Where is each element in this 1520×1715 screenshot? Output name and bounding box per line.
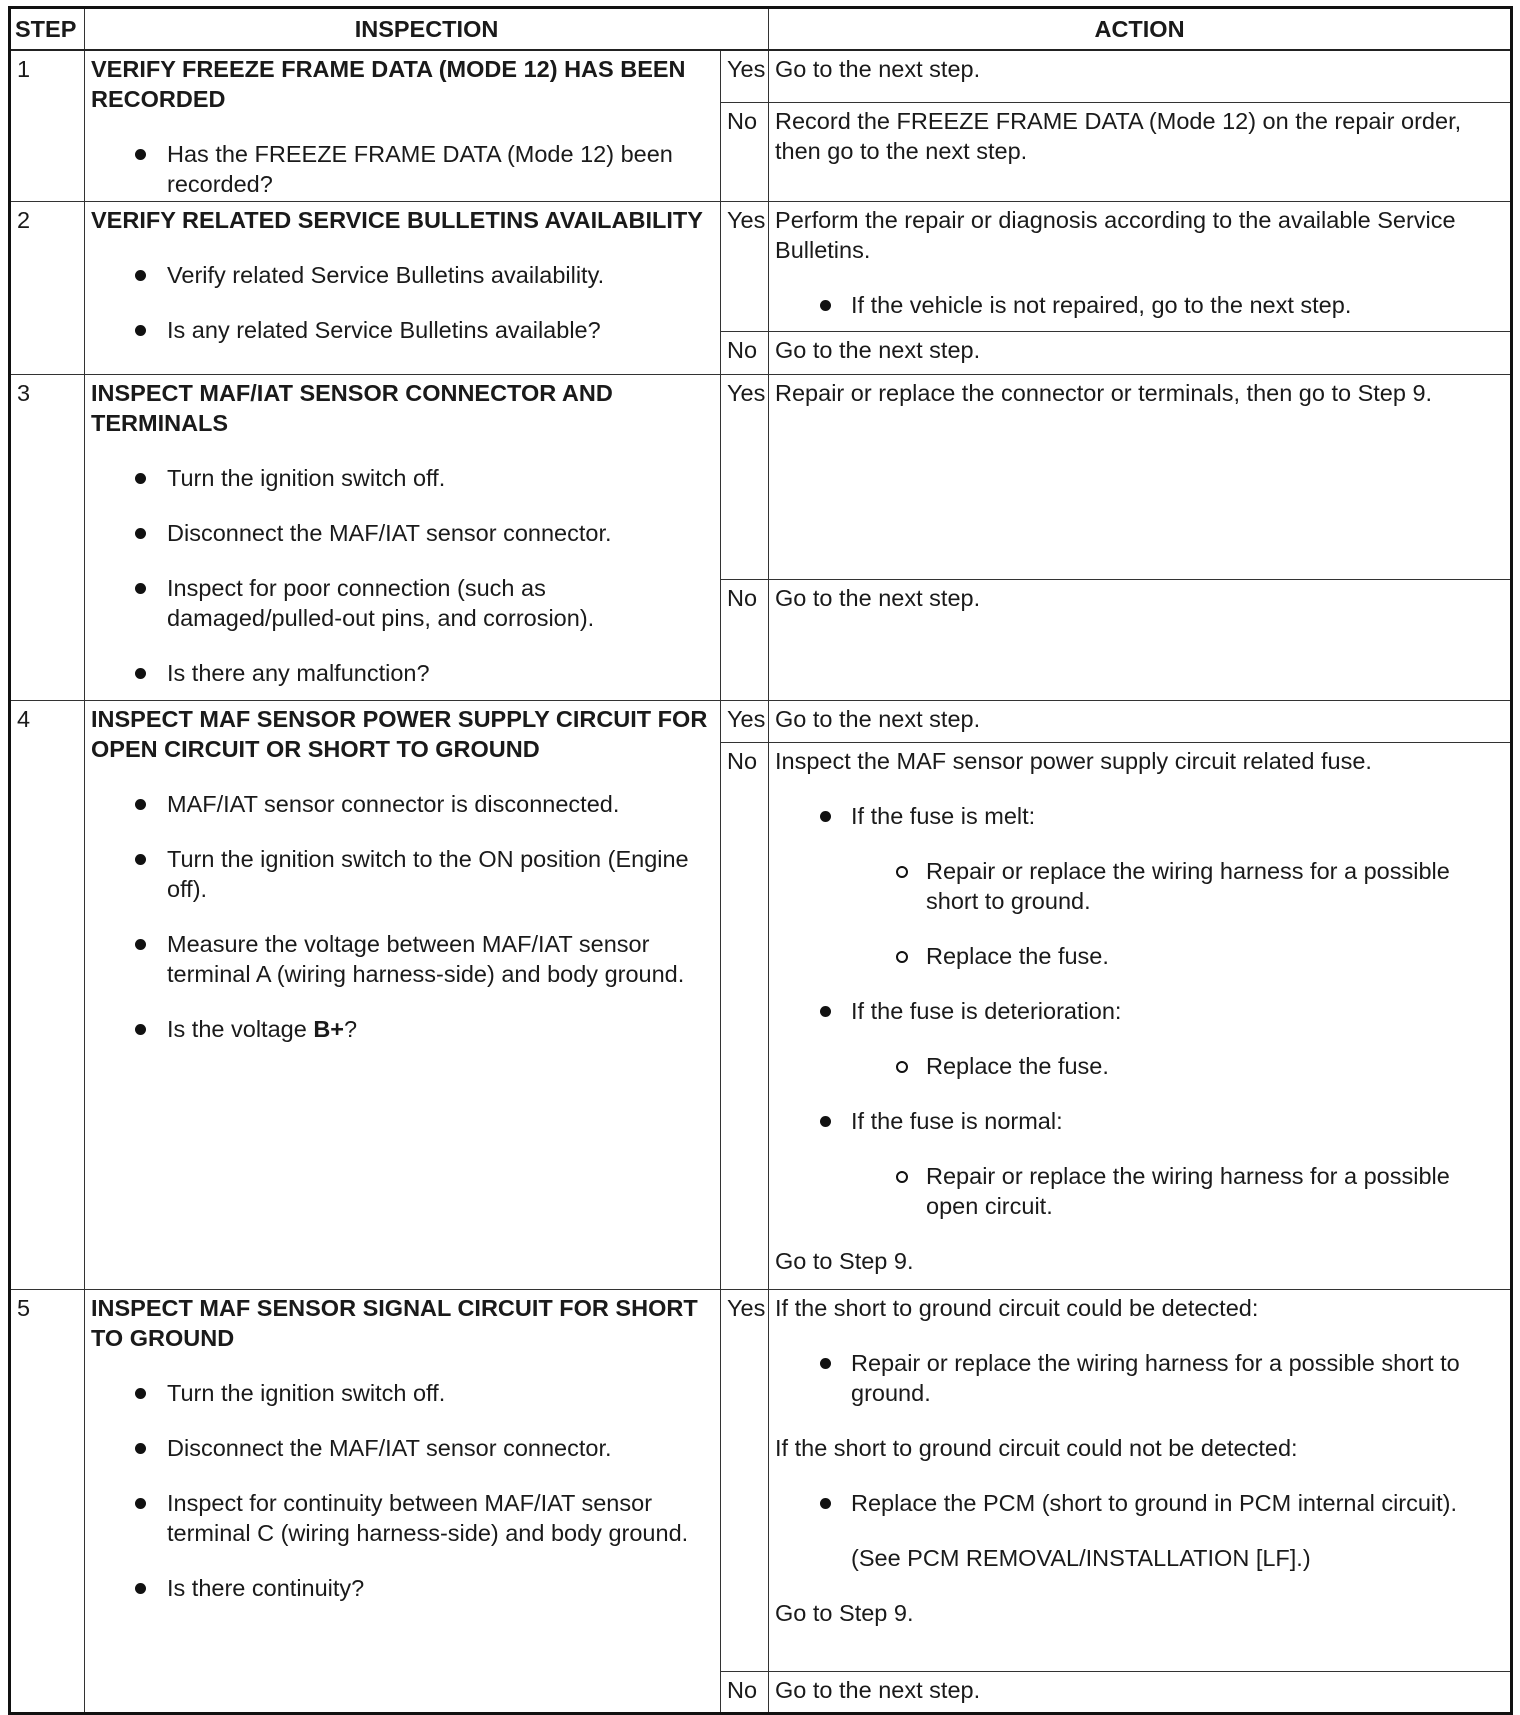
action-bullet: If the fuse is melt: <box>775 801 1504 831</box>
check-item: Disconnect the MAF/IAT sensor connector. <box>91 1433 714 1463</box>
step-number: 2 <box>10 202 85 375</box>
action-bullet: If the fuse is normal: <box>775 1106 1504 1136</box>
check-item: Disconnect the MAF/IAT sensor connector. <box>91 518 714 548</box>
yes-label: Yes <box>721 202 769 332</box>
action-no: Go to the next step. <box>769 332 1512 375</box>
action-text: Inspect the MAF sensor power supply circuit related fuse. <box>775 748 1372 774</box>
action-yes <box>769 202 1512 332</box>
action-sub-bullet: Replace the fuse. <box>775 941 1504 971</box>
action-sub-bullet: Replace the fuse. <box>775 1051 1504 1081</box>
inspection-cell <box>85 202 721 375</box>
action-sub-bullet: Repair or replace the wiring harness for a possible open circuit. <box>775 1161 1504 1221</box>
yes-label: Yes <box>721 1290 769 1672</box>
table-row <box>10 701 1512 743</box>
inspection-title: INSPECT MAF SENSOR POWER SUPPLY CIRCUIT FOR OPEN CIRCUIT OR SHORT TO GROUND <box>91 706 708 762</box>
table-row <box>10 1290 1512 1672</box>
inspection-cell <box>85 1290 721 1714</box>
action-bullet: If the vehicle is not repaired, go to the next step. <box>775 290 1504 320</box>
step-number: 3 <box>10 375 85 701</box>
table-row <box>10 375 1512 580</box>
inspection-cell <box>85 50 721 202</box>
action-text: If the short to ground circuit could not be detected: <box>775 1435 1298 1461</box>
header-step: STEP <box>10 8 85 50</box>
no-label: No <box>721 103 769 202</box>
action-sub-bullet: Repair or replace the wiring harness for a possible short to ground. <box>775 856 1504 916</box>
yes-label: Yes <box>721 375 769 580</box>
check-item: MAF/IAT sensor connector is disconnected. <box>91 789 714 819</box>
check-item: Is any related Service Bulletins available? <box>91 315 714 345</box>
goto-step: Go to Step 9. <box>775 1248 914 1274</box>
diagnostic-table <box>8 6 1513 1715</box>
check-item: Turn the ignition switch off. <box>91 463 714 493</box>
inspection-title: INSPECT MAF SENSOR SIGNAL CIRCUIT FOR SHORT TO GROUND <box>91 1295 698 1351</box>
table-row <box>10 202 1512 332</box>
action-no: Go to the next step. <box>769 1672 1512 1714</box>
check-item: Is there any malfunction? <box>91 658 714 688</box>
check-item: Measure the voltage between MAF/IAT sensor terminal A (wiring harness-side) and body ground. <box>91 929 714 989</box>
check-text: Is the voltage <box>167 1016 314 1042</box>
action-yes <box>769 1290 1512 1672</box>
goto-step: Go to Step 9. <box>775 1600 914 1626</box>
see-reference: (See PCM REMOVAL/INSTALLATION [LF].) <box>851 1545 1311 1571</box>
inspection-cell <box>85 701 721 1290</box>
action-no <box>769 743 1512 1290</box>
check-item: Inspect for continuity between MAF/IAT sensor terminal C (wiring harness-side) and body ground. <box>91 1488 714 1548</box>
check-text: ? <box>344 1016 358 1042</box>
diagnostic-document <box>8 6 1513 1715</box>
inspection-title: VERIFY FREEZE FRAME DATA (MODE 12) HAS BEEN RECORDED <box>91 55 686 112</box>
table-row <box>10 50 1512 103</box>
step-number: 5 <box>10 1290 85 1714</box>
action-text: Perform the repair or diagnosis according to the available Service Bulletins. <box>775 207 1456 263</box>
check-item <box>91 1014 714 1044</box>
header-inspection: INSPECTION <box>85 8 769 50</box>
inspection-cell <box>85 375 721 701</box>
header-action: ACTION <box>769 8 1512 50</box>
no-label: No <box>721 332 769 375</box>
action-bullet: Repair or replace the wiring harness for a possible short to ground. <box>775 1348 1504 1408</box>
check-item: Inspect for poor connection (such as damaged/pulled-out pins, and corrosion). <box>91 573 714 633</box>
yes-label: Yes <box>721 701 769 743</box>
action-text: If the short to ground circuit could be detected: <box>775 1295 1259 1321</box>
step-number: 4 <box>10 701 85 1290</box>
no-label: No <box>721 743 769 1290</box>
no-label: No <box>721 580 769 701</box>
no-label: No <box>721 1672 769 1714</box>
action-bullet: If the fuse is deterioration: <box>775 996 1504 1026</box>
yes-label: Yes <box>721 50 769 103</box>
action-yes: Go to the next step. <box>769 50 1512 103</box>
check-item: Has the FREEZE FRAME DATA (Mode 12) been recorded? <box>91 139 714 199</box>
action-bullet: Replace the PCM (short to ground in PCM internal circuit). <box>775 1488 1504 1518</box>
check-item: Verify related Service Bulletins availability. <box>91 260 714 290</box>
action-yes: Repair or replace the connector or terminals, then go to Step 9. <box>769 375 1512 580</box>
check-item: Is there continuity? <box>91 1573 714 1603</box>
table-header-row <box>10 8 1512 50</box>
action-yes: Go to the next step. <box>769 701 1512 743</box>
voltage-value: B+ <box>313 1016 345 1042</box>
step-number: 1 <box>10 50 85 202</box>
check-item: Turn the ignition switch off. <box>91 1378 714 1408</box>
check-item: Turn the ignition switch to the ON position (Engine off). <box>91 844 714 904</box>
inspection-title: INSPECT MAF/IAT SENSOR CONNECTOR AND TERMINALS <box>91 380 613 436</box>
action-no: Record the FREEZE FRAME DATA (Mode 12) on the repair order, then go to the next step. <box>769 103 1512 202</box>
inspection-title: VERIFY RELATED SERVICE BULLETINS AVAILABILITY <box>91 207 703 233</box>
action-no: Go to the next step. <box>769 580 1512 701</box>
